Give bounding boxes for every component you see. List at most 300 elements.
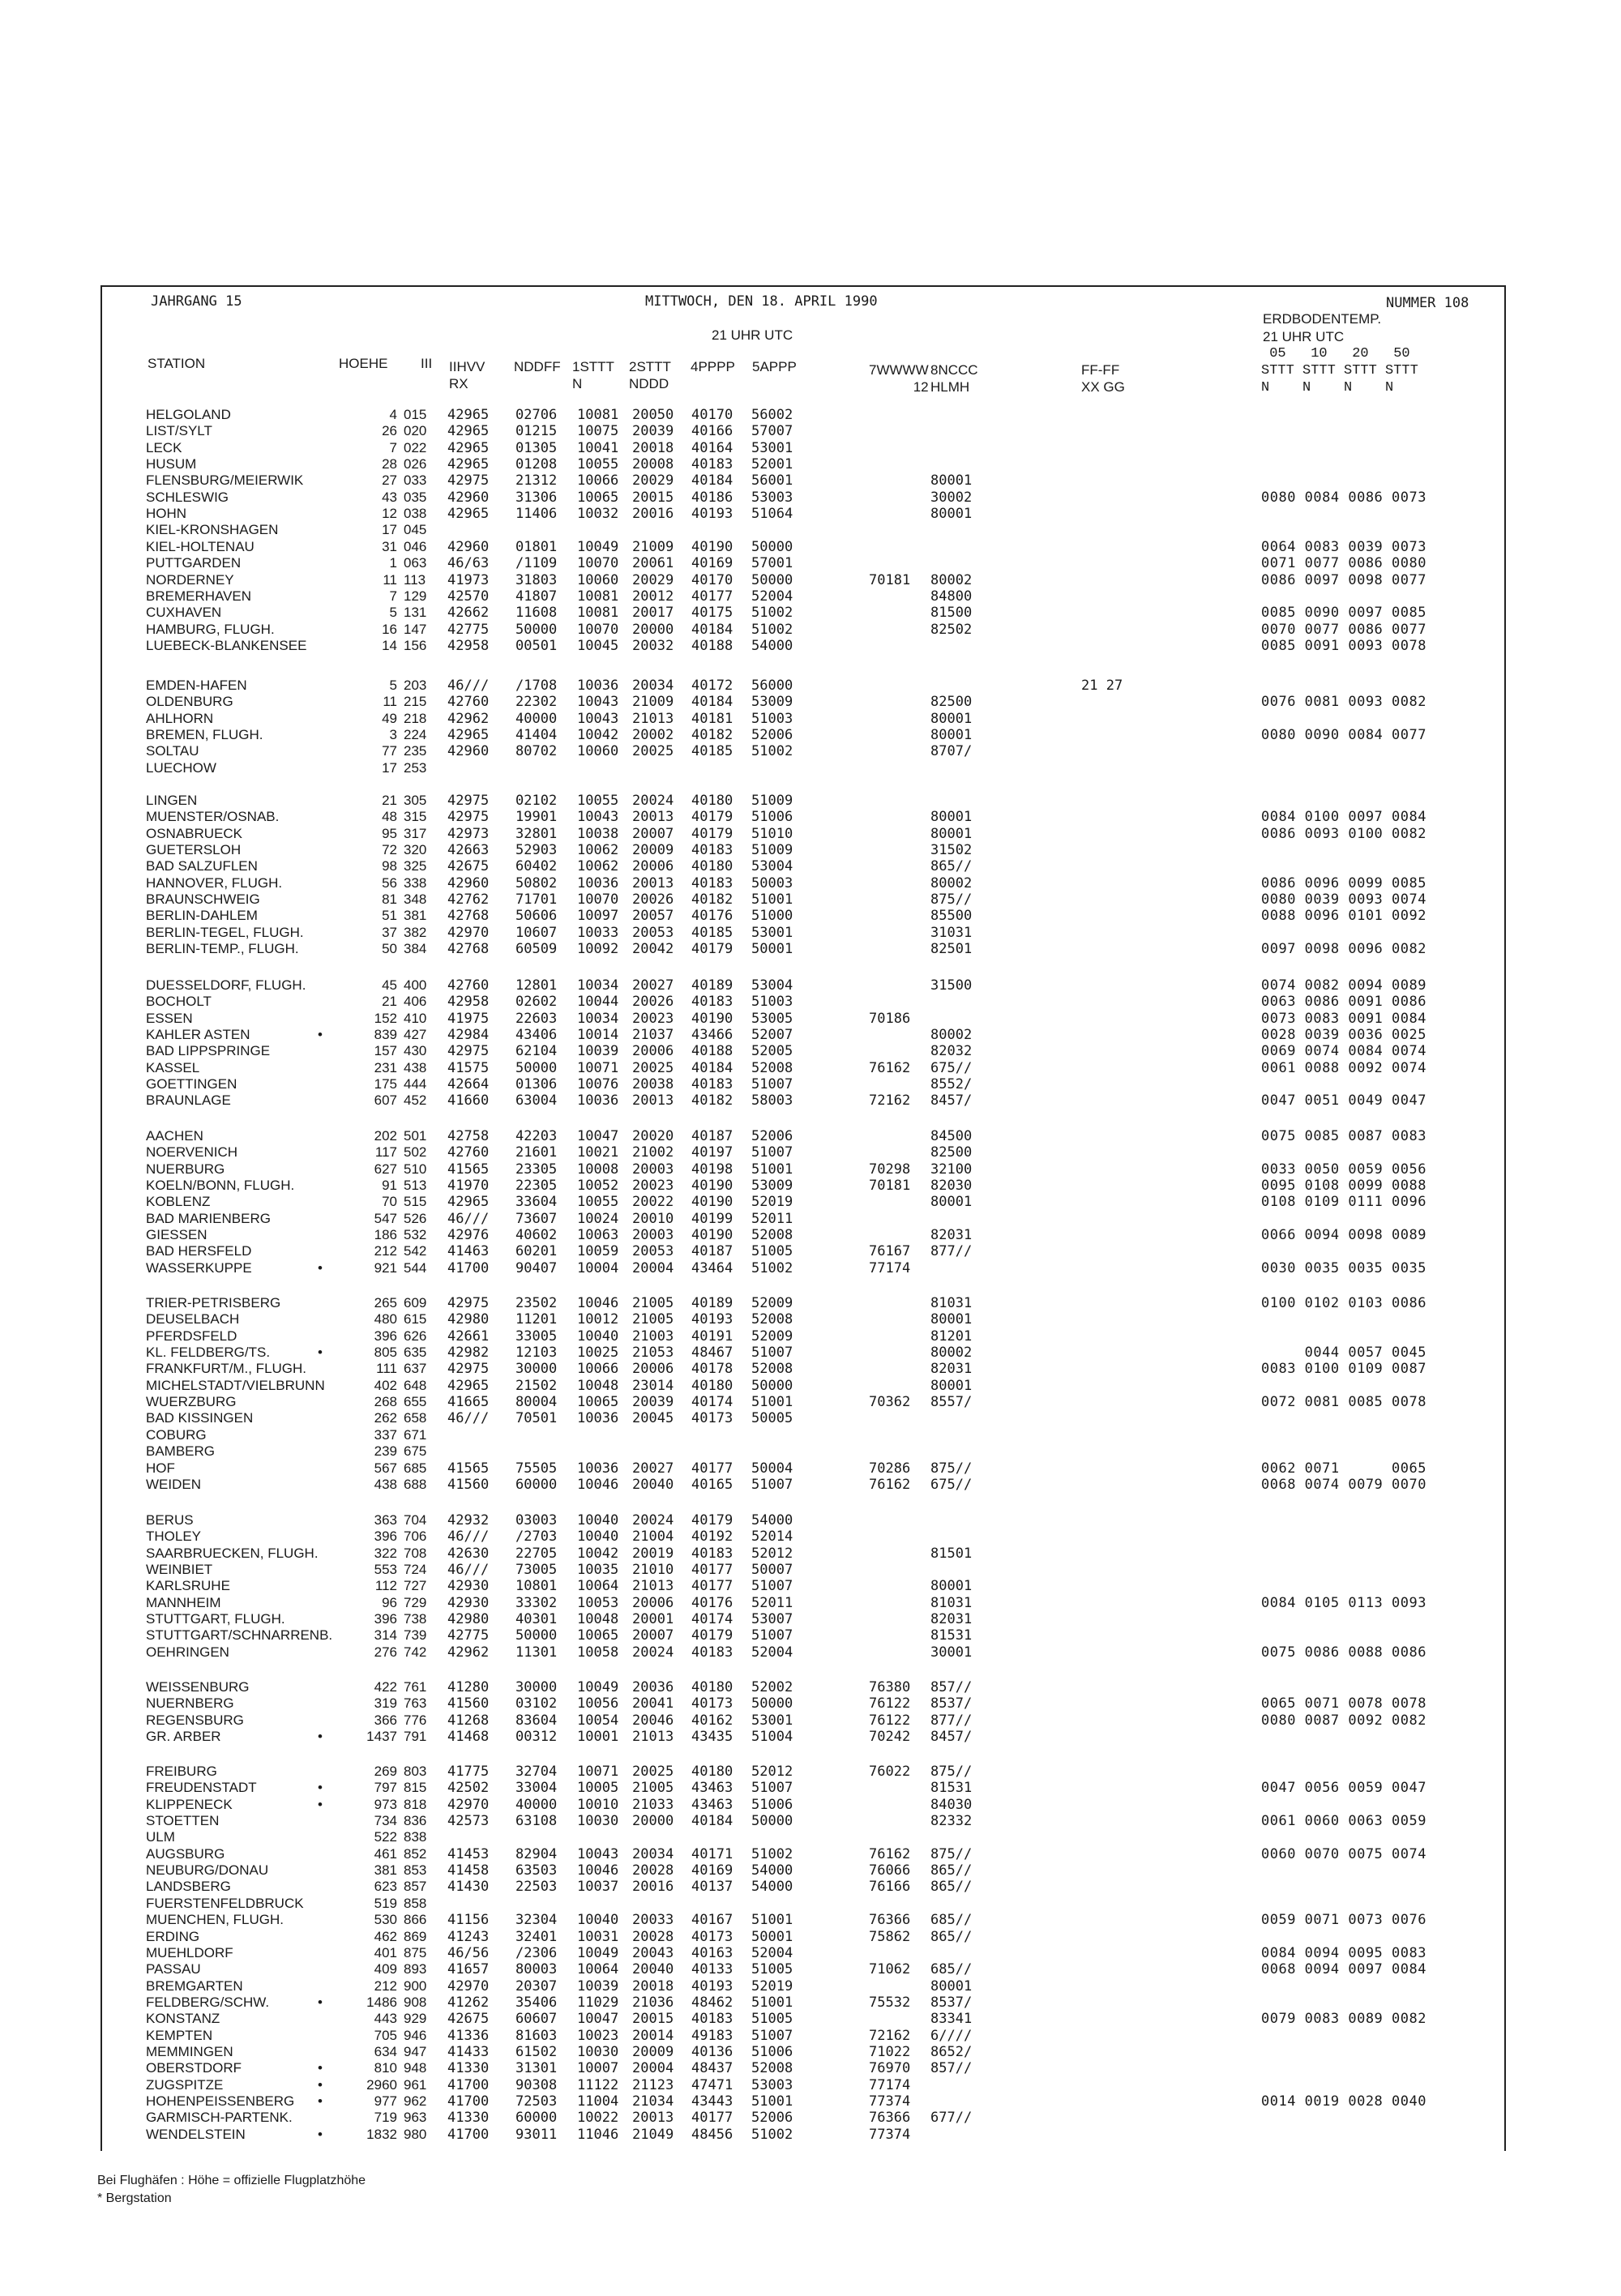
cell-d1: 46/// (447, 1529, 490, 1546)
cell-d4: 20032 (632, 637, 674, 654)
cell-d1: 42975 (447, 1295, 490, 1311)
col-2sttt: 2STTT NDDD (629, 359, 671, 391)
station-name: BERLIN-TEMP., FLUGH. (146, 941, 299, 957)
station-name: HELGOLAND (146, 407, 231, 422)
cell-d1: 42975 (447, 472, 490, 490)
cell-d4: 21013 (632, 1729, 674, 1746)
cell-d6: 51006 (751, 2043, 793, 2060)
station-name: ERDING (146, 1928, 200, 1944)
cell-d3: 10070 (577, 621, 619, 638)
cell-iii: 963 (404, 2110, 427, 2126)
cell-d5: 40173 (691, 1928, 734, 1945)
cell-d2: 32304 (515, 1912, 558, 1929)
cell-d5: 48437 (691, 2060, 734, 2077)
cell-n: 875// (930, 1460, 973, 1477)
cell-iii: 900 (404, 1977, 427, 1994)
cell-n: 84030 (930, 1796, 973, 1813)
cell-d1: 42975 (447, 1361, 490, 1378)
cell-n: 82031 (930, 1361, 973, 1378)
cell-hoehe: 522 (374, 1829, 397, 1845)
cell-d2: 23305 (515, 1161, 558, 1178)
cell-d4: 20029 (632, 472, 674, 490)
cell-w: 77174 (869, 1259, 911, 1276)
cell-d3: 10092 (577, 941, 619, 958)
cell-d3: 10065 (577, 1627, 619, 1644)
cell-w: 72162 (869, 2027, 911, 2044)
cell-w: 70298 (869, 1161, 911, 1178)
station-name: BERLIN-DAHLEM (146, 908, 258, 924)
cell-iii: 218 (404, 710, 427, 726)
cell-hoehe: 634 (374, 2043, 397, 2059)
cell-d1: 41262 (447, 1994, 490, 2011)
cell-d6: 54000 (751, 1862, 793, 1879)
station-name: TRIER-PETRISBERG (146, 1295, 281, 1310)
cell-iii: 452 (404, 1092, 427, 1109)
cell-iii: 382 (404, 924, 427, 940)
cell-iii: 929 (404, 2011, 427, 2027)
cell-n: 865// (930, 1928, 973, 1945)
cell-iii: 637 (404, 1361, 427, 1377)
cell-d3: 10040 (577, 1512, 619, 1529)
cell-d4: 20016 (632, 506, 674, 523)
cell-n: 84500 (930, 1128, 973, 1144)
station-name: BAD KISSINGEN (146, 1410, 254, 1426)
cell-d3: 10058 (577, 1644, 619, 1661)
cell-d3: 10056 (577, 1695, 619, 1712)
cell-d4: 20039 (632, 423, 674, 440)
cell-d6: 52008 (751, 1059, 793, 1076)
cell-hoehe: 37 (382, 924, 397, 940)
cell-d5: 40133 (691, 1961, 734, 1978)
cell-d6: 50001 (751, 1928, 793, 1945)
table-row (0, 1679, 1621, 1695)
cell-w: 76167 (869, 1243, 911, 1260)
table-row (0, 1945, 1621, 1961)
cell-d6: 52008 (751, 1227, 793, 1244)
cell-iii: 022 (404, 439, 427, 455)
cell-d4: 20003 (632, 1161, 674, 1178)
cell-d1: 46/// (447, 1210, 490, 1227)
cell-d1: 46/63 (447, 555, 490, 572)
cell-d6: 51001 (751, 1394, 793, 1411)
table-row (0, 555, 1621, 571)
cell-erd: 0065 0071 0078 0078 (1261, 1695, 1426, 1712)
station-name: HANNOVER, FLUGH. (146, 874, 283, 891)
cell-erd: 0070 0077 0086 0077 (1261, 621, 1426, 638)
cell-n: 80001 (930, 472, 973, 490)
cell-n: 31031 (930, 924, 973, 941)
station-name: HOHN (146, 506, 187, 522)
cell-iii: 858 (404, 1895, 427, 1911)
cell-iii: 046 (404, 538, 427, 554)
cell-d6: 51002 (751, 743, 793, 760)
table-row (0, 1443, 1621, 1460)
cell-erd: 0108 0109 0111 0096 (1261, 1194, 1426, 1211)
table-row (0, 1311, 1621, 1328)
cell-n: 80001 (930, 1578, 973, 1595)
cell-d5: 40176 (691, 908, 734, 925)
cell-d3: 10065 (577, 489, 619, 506)
cell-d4: 20022 (632, 1194, 674, 1211)
cell-erd: 0033 0050 0059 0056 (1261, 1161, 1426, 1178)
cell-d6: 53004 (751, 858, 793, 875)
cell-d3: 10036 (577, 1460, 619, 1477)
cell-iii: 776 (404, 1712, 427, 1728)
cell-d1: 42663 (447, 842, 490, 859)
station-name: PASSAU (146, 1961, 201, 1977)
cell-n: 8557/ (930, 1394, 973, 1411)
cell-iii: 980 (404, 2126, 427, 2142)
cell-d2: 50802 (515, 874, 558, 891)
cell-d1: 42975 (447, 809, 490, 826)
page-date: MITTWOCH, DEN 18. APRIL 1990 (645, 293, 878, 310)
cell-hoehe: 49 (382, 710, 397, 726)
cell-d5: 40177 (691, 2110, 734, 2127)
cell-d5: 40171 (691, 1845, 734, 1862)
cell-d3: 10046 (577, 1476, 619, 1493)
cell-n: 82500 (930, 694, 973, 711)
cell-d1: 41458 (447, 1862, 490, 1879)
table-row (0, 1562, 1621, 1578)
cell-d2: 60201 (515, 1243, 558, 1260)
footnote-flughaefen: Bei Flughäfen : Höhe = offizielle Flugplatzhöhe (97, 2174, 366, 2187)
table-row (0, 1846, 1621, 1862)
cell-d1: 42980 (447, 1611, 490, 1628)
table-row (0, 1328, 1621, 1345)
cell-hoehe: 480 (374, 1311, 397, 1328)
cell-d1: 42760 (447, 977, 490, 994)
cell-d1: 41463 (447, 1243, 490, 1260)
table-row (0, 1780, 1621, 1796)
cell-d5: 40184 (691, 694, 734, 711)
cell-hoehe: 805 (374, 1345, 397, 1361)
cell-d1: 41975 (447, 1010, 490, 1027)
cell-d2: 60000 (515, 1476, 558, 1493)
cell-d3: 10062 (577, 858, 619, 875)
cell-d6: 51009 (751, 842, 793, 859)
cell-d3: 10049 (577, 538, 619, 555)
cell-hoehe: 719 (374, 2110, 397, 2126)
cell-star: • (318, 2076, 323, 2093)
cell-n: 81531 (930, 1780, 973, 1797)
cell-w: 76366 (869, 2110, 911, 2127)
cell-w: 70186 (869, 1010, 911, 1027)
cell-d5: 40184 (691, 621, 734, 638)
cell-d5: 48462 (691, 1994, 734, 2011)
cell-d6: 52009 (751, 1328, 793, 1345)
cell-d3: 10008 (577, 1161, 619, 1178)
table-row (0, 522, 1621, 538)
cell-d6: 51009 (751, 793, 793, 809)
cell-d6: 51064 (751, 506, 793, 523)
cell-d2: 01208 (515, 456, 558, 473)
cell-iii: 026 (404, 456, 427, 472)
cell-hoehe: 705 (374, 2027, 397, 2043)
cell-d5: 40190 (691, 1194, 734, 1211)
table-row (0, 1460, 1621, 1477)
table-row (0, 1595, 1621, 1611)
cell-d4: 21010 (632, 1562, 674, 1579)
cell-iii: 444 (404, 1076, 427, 1092)
cell-d4: 21053 (632, 1345, 674, 1362)
cell-d4: 20034 (632, 678, 674, 694)
table-row (0, 760, 1621, 776)
cell-erd: 0086 0097 0098 0077 (1261, 571, 1426, 588)
cell-d4: 20039 (632, 1394, 674, 1411)
cell-hoehe: 553 (374, 1562, 397, 1578)
cell-d2: 12103 (515, 1345, 558, 1362)
cell-d3: 10042 (577, 1545, 619, 1562)
cell-n: 31502 (930, 842, 973, 859)
cell-d3: 10060 (577, 743, 619, 760)
cell-hoehe: 322 (374, 1545, 397, 1561)
col-iii: III (421, 356, 433, 371)
cell-d2: /1109 (515, 555, 558, 572)
cell-d1: 42502 (447, 1780, 490, 1797)
cell-d6: 50001 (751, 941, 793, 958)
cell-erd: 0061 0088 0092 0074 (1261, 1059, 1426, 1076)
cell-d2: 30000 (515, 1679, 558, 1695)
cell-iii: 946 (404, 2027, 427, 2043)
cell-n: 80001 (930, 1194, 973, 1211)
cell-d6: 50003 (751, 874, 793, 891)
cell-w: 76366 (869, 1912, 911, 1929)
cell-d1: 42965 (447, 407, 490, 423)
cell-d2: 40602 (515, 1227, 558, 1244)
cell-erd: 0047 0056 0059 0047 (1261, 1780, 1426, 1797)
cell-erd: 0085 0090 0097 0085 (1261, 605, 1426, 622)
cell-d5: 40174 (691, 1611, 734, 1628)
table-row (0, 1512, 1621, 1529)
cell-w: 75532 (869, 1994, 911, 2011)
cell-star: • (318, 1729, 323, 1745)
cell-d3: 10046 (577, 1295, 619, 1311)
cell-d3: 10010 (577, 1796, 619, 1813)
cell-d6: 52012 (751, 1764, 793, 1780)
cell-d4: 20025 (632, 743, 674, 760)
cell-d3: 10025 (577, 1345, 619, 1362)
cell-hoehe: 16 (382, 621, 397, 637)
cell-iii: 320 (404, 842, 427, 858)
cell-hoehe: 202 (374, 1128, 397, 1144)
cell-iii: 113 (404, 571, 426, 588)
cell-d2: 60509 (515, 941, 558, 958)
cell-hoehe: 1 (389, 555, 397, 571)
cell-d5: 43464 (691, 1259, 734, 1276)
col-7wwww: 7WWWW 12 (869, 362, 929, 395)
cell-star: • (318, 1259, 323, 1276)
cell-d3: 10071 (577, 1059, 619, 1076)
cell-d5: 40183 (691, 994, 734, 1011)
cell-d2: 80004 (515, 1394, 558, 1411)
cell-d5: 40183 (691, 456, 734, 473)
cell-iii: 727 (404, 1578, 427, 1594)
cell-d5: 43463 (691, 1796, 734, 1813)
cell-d4: 20027 (632, 977, 674, 994)
cell-erd: 0075 0085 0087 0083 (1261, 1128, 1426, 1144)
station-name: BAD SALZUFLEN (146, 858, 258, 874)
cell-hoehe: 366 (374, 1712, 397, 1728)
cell-d3: 11046 (577, 2126, 619, 2143)
footnote-bergstation: * Bergstation (97, 2191, 172, 2205)
cell-w: 71022 (869, 2043, 911, 2060)
cell-hoehe: 11 (383, 694, 397, 710)
cell-d2: 75505 (515, 1460, 558, 1477)
cell-d5: 40163 (691, 1944, 734, 1961)
cell-iii: 866 (404, 1912, 427, 1928)
table-row (0, 1394, 1621, 1410)
cell-w: 76166 (869, 1879, 911, 1896)
cell-d3: 10043 (577, 694, 619, 711)
cell-d4: 20015 (632, 2011, 674, 2028)
uhr-heading: 21 UHR UTC (712, 327, 793, 343)
cell-hoehe: 77 (382, 743, 397, 759)
station-name: KARLSRUHE (146, 1578, 230, 1594)
cell-d3: 10023 (577, 2027, 619, 2044)
cell-d5: 40179 (691, 941, 734, 958)
cell-iii: 410 (404, 1010, 427, 1026)
cell-d3: 10044 (577, 994, 619, 1011)
cell-n: 31500 (930, 977, 973, 994)
cell-n: 875// (930, 1764, 973, 1780)
cell-d4: 20034 (632, 1845, 674, 1862)
cell-d1: 42775 (447, 1627, 490, 1644)
cell-d5: 48456 (691, 2126, 734, 2143)
cell-d1: 46/// (447, 1562, 490, 1579)
table-row (0, 1260, 1621, 1276)
station-name: EMDEN-HAFEN (146, 678, 247, 693)
cell-erd: 0073 0083 0091 0084 (1261, 1010, 1426, 1027)
cell-iii: 348 (404, 891, 427, 908)
cell-d5: 48467 (691, 1345, 734, 1362)
cell-d6: 52001 (751, 456, 793, 473)
table-row (0, 1546, 1621, 1562)
cell-hoehe: 276 (374, 1644, 397, 1660)
cell-d2: 82904 (515, 1845, 558, 1862)
table-row (0, 572, 1621, 588)
cell-d6: 53003 (751, 489, 793, 506)
table-row (0, 875, 1621, 891)
cell-n: 80001 (930, 727, 973, 744)
cell-d4: 20045 (632, 1410, 674, 1427)
cell-iii: 948 (404, 2060, 427, 2076)
cell-erd: 0095 0108 0099 0088 (1261, 1178, 1426, 1195)
cell-d5: 40182 (691, 891, 734, 909)
cell-d3: 10046 (577, 1862, 619, 1879)
station-name: BERLIN-TEGEL, FLUGH. (146, 924, 304, 940)
cell-d5: 43443 (691, 2093, 734, 2110)
table-row (0, 1361, 1621, 1377)
cell-d3: 10049 (577, 1944, 619, 1961)
cell-iii: 542 (404, 1243, 427, 1259)
cell-n: 82502 (930, 621, 973, 638)
cell-iii: 131 (404, 605, 427, 621)
cell-d4: 20026 (632, 994, 674, 1011)
cell-d6: 52005 (751, 1043, 793, 1060)
table-row (0, 1995, 1621, 2011)
cell-ff: 21 27 (1081, 678, 1123, 694)
erd-title: ERDBODENTEMP. (1263, 311, 1382, 327)
cell-d5: 40169 (691, 1862, 734, 1879)
station-name: MUENSTER/OSNAB. (146, 809, 280, 825)
table-row (0, 1797, 1621, 1813)
cell-erd: 0097 0098 0096 0082 (1261, 941, 1426, 958)
cell-d5: 40183 (691, 842, 734, 859)
cell-d1: 42573 (447, 1813, 490, 1830)
cell-d1: 41575 (447, 1059, 490, 1076)
cell-hoehe: 152 (374, 1010, 397, 1026)
cell-d1: 42758 (447, 1128, 490, 1144)
cell-erd: 0059 0071 0073 0076 (1261, 1912, 1426, 1929)
table-row (0, 1879, 1621, 1895)
cell-d1: 42768 (447, 908, 490, 925)
cell-d5: 40182 (691, 1092, 734, 1110)
cell-d1: 42762 (447, 891, 490, 909)
cell-iii: 544 (404, 1259, 427, 1276)
col-hoehe: HOEHE (339, 356, 388, 371)
cell-d6: 51004 (751, 1729, 793, 1746)
station-name: OBERSTDORF (146, 2060, 242, 2076)
station-name: WEISSENBURG (146, 1679, 250, 1695)
cell-hoehe: 43 (382, 489, 397, 505)
cell-w: 76162 (869, 1845, 911, 1862)
cell-d2: 63108 (515, 1813, 558, 1830)
cell-iii: 203 (404, 678, 427, 693)
cell-d1: 41330 (447, 2110, 490, 2127)
cell-hoehe: 810 (374, 2060, 397, 2076)
cell-hoehe: 186 (374, 1227, 397, 1243)
cell-d6: 53001 (751, 1712, 793, 1729)
cell-d6: 52014 (751, 1529, 793, 1546)
cell-d3: 10030 (577, 2043, 619, 2060)
cell-d4: 20061 (632, 555, 674, 572)
table-row (0, 2077, 1621, 2093)
cell-d2: 01801 (515, 538, 558, 555)
cell-d1: 42960 (447, 489, 490, 506)
cell-d6: 53001 (751, 924, 793, 941)
cell-d5: 40185 (691, 924, 734, 941)
cell-d6: 57007 (751, 423, 793, 440)
cell-d4: 20010 (632, 1210, 674, 1227)
cell-hoehe: 839 (374, 1027, 397, 1043)
cell-d5: 43466 (691, 1027, 734, 1044)
table-row (0, 1227, 1621, 1243)
cell-iii: 325 (404, 858, 427, 874)
table-row (0, 622, 1621, 638)
station-name: GARMISCH-PARTENK. (146, 2110, 293, 2126)
cell-d1: 41560 (447, 1695, 490, 1712)
cell-d3: 10081 (577, 588, 619, 605)
station-name: CUXHAVEN (146, 605, 222, 621)
cell-d4: 20057 (632, 908, 674, 925)
cell-d1: 42980 (447, 1311, 490, 1328)
cell-star: • (318, 1994, 323, 2010)
cell-hoehe: 98 (382, 858, 397, 874)
cell-d4: 21049 (632, 2126, 674, 2143)
cell-star: • (318, 1780, 323, 1796)
cell-d5: 40162 (691, 1712, 734, 1729)
cell-w: 77374 (869, 2093, 911, 2110)
cell-d3: 10030 (577, 1813, 619, 1830)
cell-hoehe: 17 (382, 759, 397, 776)
cell-iii: 818 (404, 1796, 427, 1812)
cell-d2: 50000 (515, 621, 558, 638)
cell-star: • (318, 1796, 323, 1812)
cell-d2: 22503 (515, 1879, 558, 1896)
cell-iii: 502 (404, 1144, 427, 1161)
station-name: FLENSBURG/MEIERWIK (146, 472, 304, 489)
cell-d4: 21037 (632, 1027, 674, 1044)
